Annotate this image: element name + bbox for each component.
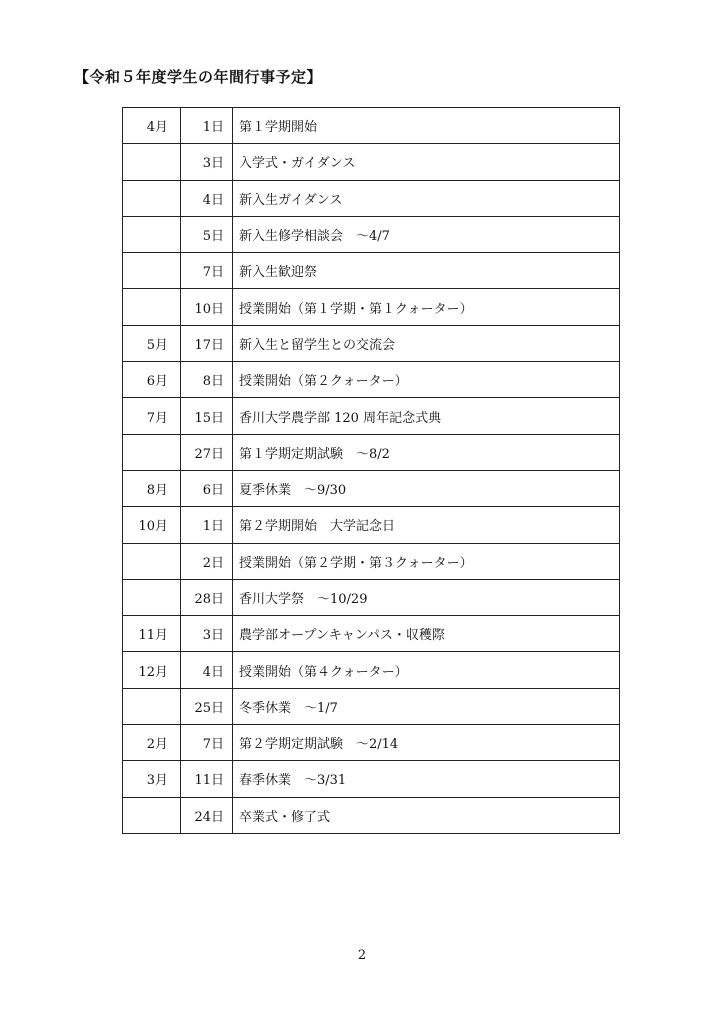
- month-cell: [123, 688, 181, 724]
- month-cell: 4月: [123, 108, 181, 144]
- day-cell: 3日: [181, 616, 233, 652]
- table-row: [123, 470, 620, 506]
- event-cell: 第２学期開始 大学記念日: [233, 507, 620, 543]
- schedule-table-body: [123, 108, 620, 834]
- table-row: [123, 325, 620, 361]
- day-cell: 8日: [181, 362, 233, 398]
- event-cell: 第２学期定期試験 ～2/14: [233, 725, 620, 761]
- month-cell: [123, 579, 181, 615]
- day-cell: 25日: [181, 688, 233, 724]
- event-cell: 冬季休業 ～1/7: [233, 688, 620, 724]
- page-number: 2: [357, 948, 367, 963]
- table-row: [123, 725, 620, 761]
- table-row: [123, 797, 620, 833]
- month-cell: 6月: [123, 362, 181, 398]
- table-row: [123, 253, 620, 289]
- day-cell: 7日: [181, 253, 233, 289]
- event-cell: 夏季休業 ～9/30: [233, 470, 620, 506]
- month-cell: [123, 289, 181, 325]
- table-row: [123, 543, 620, 579]
- month-cell: [123, 797, 181, 833]
- event-cell: 授業開始（第２学期・第３クォーター）: [233, 543, 620, 579]
- table-row: [123, 688, 620, 724]
- event-cell: 新入生歓迎祭: [233, 253, 620, 289]
- event-cell: 第１学期定期試験 ～8/2: [233, 434, 620, 470]
- day-cell: 2日: [181, 543, 233, 579]
- day-cell: 28日: [181, 579, 233, 615]
- table-row: [123, 579, 620, 615]
- event-cell: 第１学期開始: [233, 108, 620, 144]
- month-cell: 7月: [123, 398, 181, 434]
- day-cell: 3日: [181, 144, 233, 180]
- day-cell: 4日: [181, 652, 233, 688]
- event-cell: 入学式・ガイダンス: [233, 144, 620, 180]
- month-cell: 8月: [123, 470, 181, 506]
- month-cell: [123, 216, 181, 252]
- table-row: [123, 362, 620, 398]
- day-cell: 1日: [181, 108, 233, 144]
- day-cell: 7日: [181, 725, 233, 761]
- table-row: [123, 216, 620, 252]
- event-cell: 春季休業 ～3/31: [233, 761, 620, 797]
- month-cell: 2月: [123, 725, 181, 761]
- schedule-table: [122, 107, 620, 834]
- month-cell: [123, 180, 181, 216]
- month-cell: 5月: [123, 325, 181, 361]
- event-cell: 授業開始（第２クォーター）: [233, 362, 620, 398]
- table-row: [123, 434, 620, 470]
- day-cell: 1日: [181, 507, 233, 543]
- table-row: [123, 761, 620, 797]
- table-row: [123, 289, 620, 325]
- event-cell: 新入生修学相談会 ～4/7: [233, 216, 620, 252]
- day-cell: 17日: [181, 325, 233, 361]
- day-cell: 27日: [181, 434, 233, 470]
- event-cell: 授業開始（第４クォーター）: [233, 652, 620, 688]
- table-row: [123, 144, 620, 180]
- month-cell: [123, 543, 181, 579]
- month-cell: [123, 253, 181, 289]
- month-cell: [123, 434, 181, 470]
- table-row: [123, 652, 620, 688]
- event-cell: 授業開始（第１学期・第１クォーター）: [233, 289, 620, 325]
- month-cell: 10月: [123, 507, 181, 543]
- day-cell: 10日: [181, 289, 233, 325]
- event-cell: 香川大学農学部 120 周年記念式典: [233, 398, 620, 434]
- event-cell: 香川大学祭 ～10/29: [233, 579, 620, 615]
- day-cell: 6日: [181, 470, 233, 506]
- table-row: [123, 108, 620, 144]
- event-cell: 農学部オープンキャンパス・収穫際: [233, 616, 620, 652]
- day-cell: 5日: [181, 216, 233, 252]
- table-row: [123, 398, 620, 434]
- month-cell: [123, 144, 181, 180]
- month-cell: 11月: [123, 616, 181, 652]
- table-row: [123, 507, 620, 543]
- day-cell: 11日: [181, 761, 233, 797]
- day-cell: 4日: [181, 180, 233, 216]
- month-cell: 12月: [123, 652, 181, 688]
- day-cell: 15日: [181, 398, 233, 434]
- event-cell: 新入生と留学生との交流会: [233, 325, 620, 361]
- event-cell: 卒業式・修了式: [233, 797, 620, 833]
- page-title: 【令和５年度学生の年間行事予定】: [74, 68, 323, 86]
- table-row: [123, 180, 620, 216]
- day-cell: 24日: [181, 797, 233, 833]
- month-cell: 3月: [123, 761, 181, 797]
- event-cell: 新入生ガイダンス: [233, 180, 620, 216]
- table-row: [123, 616, 620, 652]
